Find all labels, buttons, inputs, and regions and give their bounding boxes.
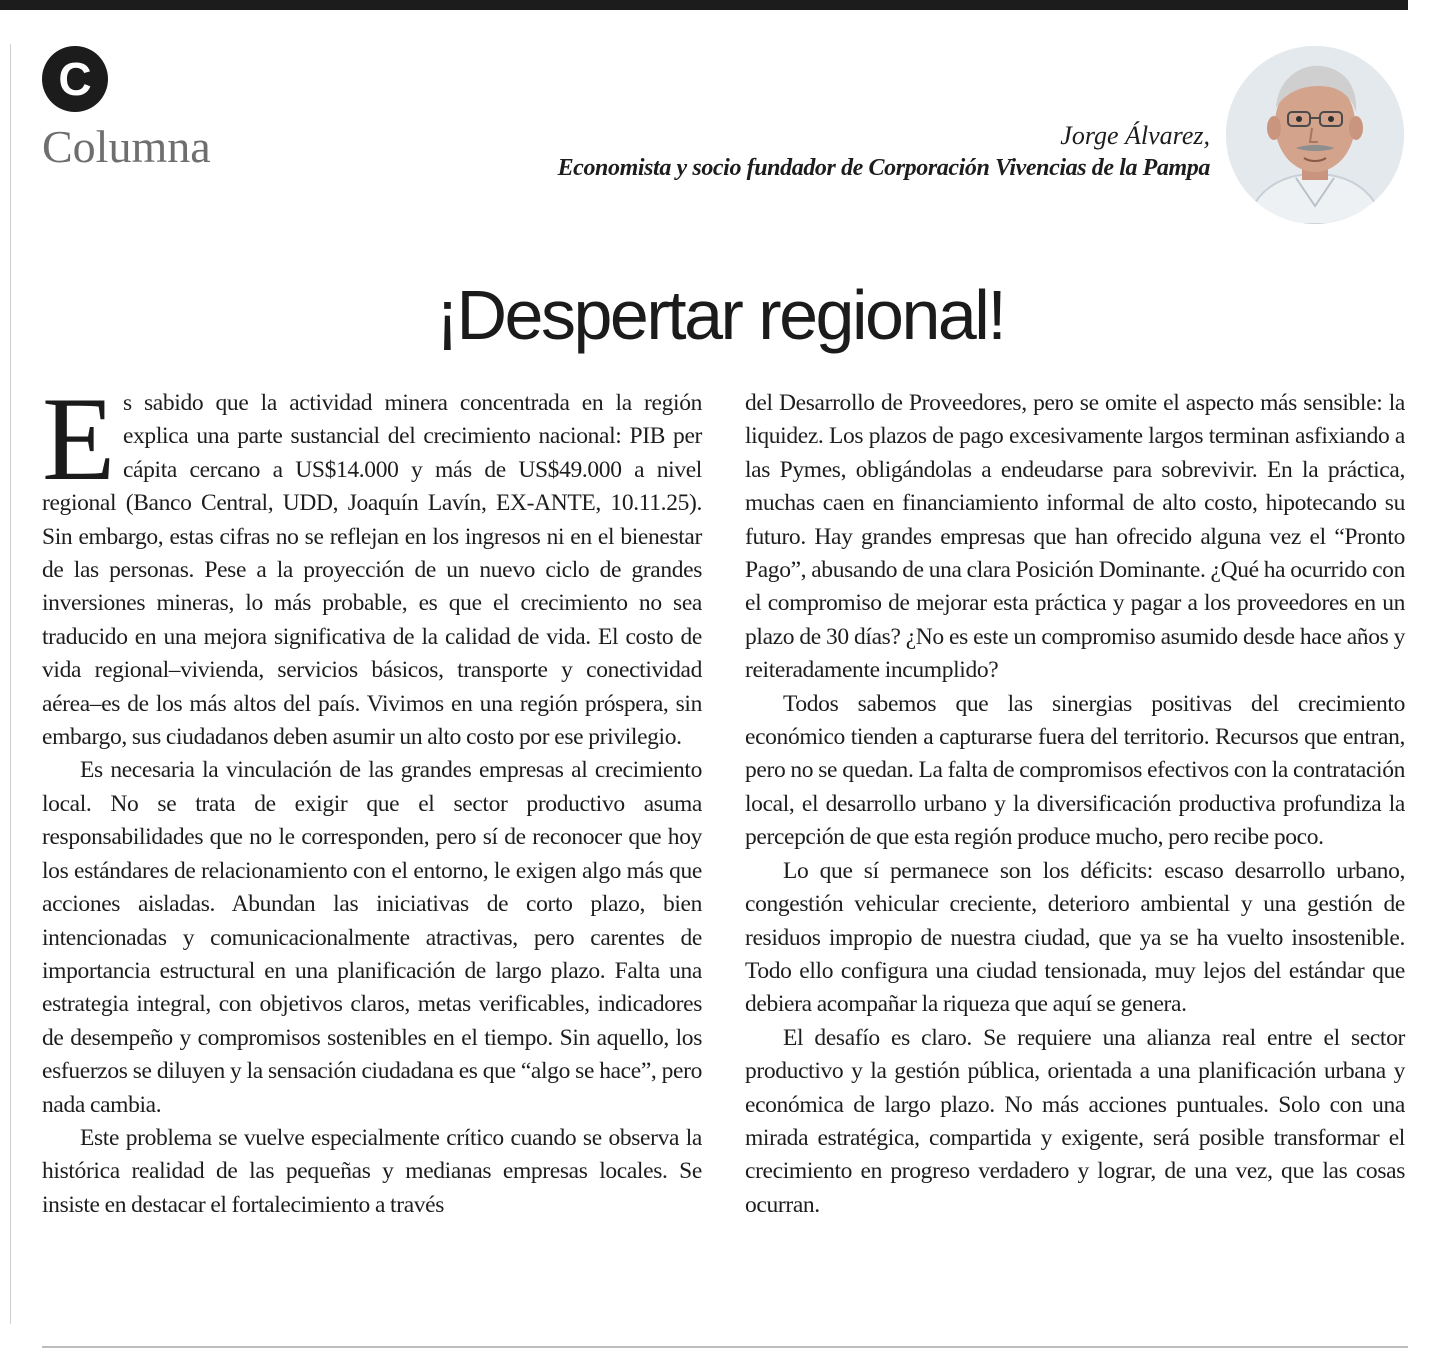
bottom-rule [42,1346,1408,1348]
paragraph: del Desarrollo de Proveedores, pero se omite el aspecto más sensible: la liquidez. Los plazos de pago excesivamente largos terminan asfixiando a las Pymes, obligándolas a endeudarse para sobrevivir. En la práctica, muchas caen en financiamiento informal de alto costo, hipotecando su futuro. Hay grandes empresas que han ofrecido alguna vez el “Pronto Pago”, abusando de una clara Posición Dominante. ¿Qué ha ocurrido con el compromiso de mejorar esta práctica y pagar a los proveedores en un plazo de 30 días? ¿No es este un compromiso asumido desde hace años y reiteradamente incumplido? [745,390,1405,684]
paragraph-text: s sabido que la actividad minera concentrada en la región explica una parte sustancial del crecimiento nacional: PIB per cápita cercano a US$14.000 y más de US$49.000 a nivel regional (Banco Central, UDD, Joaquín Lavín, EX-ANTE, 10.11.25). Sin embargo, estas cifras no se reflejan en los ingresos ni en el bienestar de las personas. Pese a la proyección de un nuevo ciclo de grandes inversiones mineras, lo más probable, es que el crecimiento no sea traducido en una mejora significativa de la calidad de vida. El costo de vida regional–vivienda, servicios básicos, transporte y conectividad aérea–es de los más altos del país. Vivimos en una región próspera, sin embargo, sus ciudadanos deben asumir un alto costo por ese privilegio. [42,390,702,751]
byline [558,120,1210,184]
author-portrait-icon [1226,46,1404,224]
article-headline: ¡Despertar regional! [435,276,1005,354]
drop-cap: E [42,372,115,505]
paragraph: Es necesaria la vinculación de las grandes empresas al crecimiento local. No se trata de exigir que el sector productivo asuma responsabilidades que no le corresponden, pero sí de reconocer que hoy los estándares de relacionamiento con el entorno, le exigen algo más que acciones aisladas. Abundan las iniciativas de corto plazo, bien intencionadas y comunicacionalmente atractivas, pero carentes de importancia estructural en una planificación de largo plazo. Falta una estrategia integral, con objetivos claros, metas verificables, indicadores de desempeño y compromisos sostenibles en el tiempo. Sin aquello, los esfuerzos se diluyen y la sensación ciudadana es que “algo se hace”, pero nada cambia. [42,757,702,1118]
section-badge: C [42,46,108,112]
page-margin-rule [10,44,11,1324]
top-rule [0,0,1408,10]
article-column-2 [745,387,1405,1222]
paragraph [42,372,702,754]
paragraph: Lo que sí permanece son los déficits: escaso desarrollo urbano, congestión vehicular creciente, deterioro ambiental y una gestión de residuos impropio de nuestra ciudad, que ya se ha vuelto insostenible. Todo ello configura una ciudad tensionada, muy lejos del estándar que debiera acompañar la riqueza que aquí se genera. [745,857,1405,1018]
portrait-illustration [1226,46,1404,224]
article-column-1 [42,372,702,1222]
paragraph: Este problema se vuelve especialmente crítico cuando se observa la histórica realidad de las pequeñas y medianas empresas locales. Se insiste en destacar el fortalecimiento a través [42,1124,702,1218]
author-name: Jorge Álvarez, [1060,121,1210,150]
author-role: Economista y socio fundador de Corporación Vivencias de la Pampa [557,155,1210,181]
paragraph: El desafío es claro. Se requiere una alianza real entre el sector productivo y la gestión pública, orientada a una planificación urbana y económica de largo plazo. No más acciones puntuales. Solo con una mirada estratégica, compartida y exigente, será posible transformar el crecimiento en progreso verdadero y lograr, de una vez, que las cosas ocurran. [745,1024,1405,1218]
paragraph: Todos sabemos que las sinergias positivas del crecimiento económico tienden a capturarse fuera del territorio. Recursos que entran, pero no se quedan. La falta de compromisos efectivos con la contratación local, el desarrollo urbano y la diversificación productiva profundiza la percepción de que esta región produce mucho, pero recibe poco. [745,690,1405,851]
section-label: Columna [42,121,211,172]
